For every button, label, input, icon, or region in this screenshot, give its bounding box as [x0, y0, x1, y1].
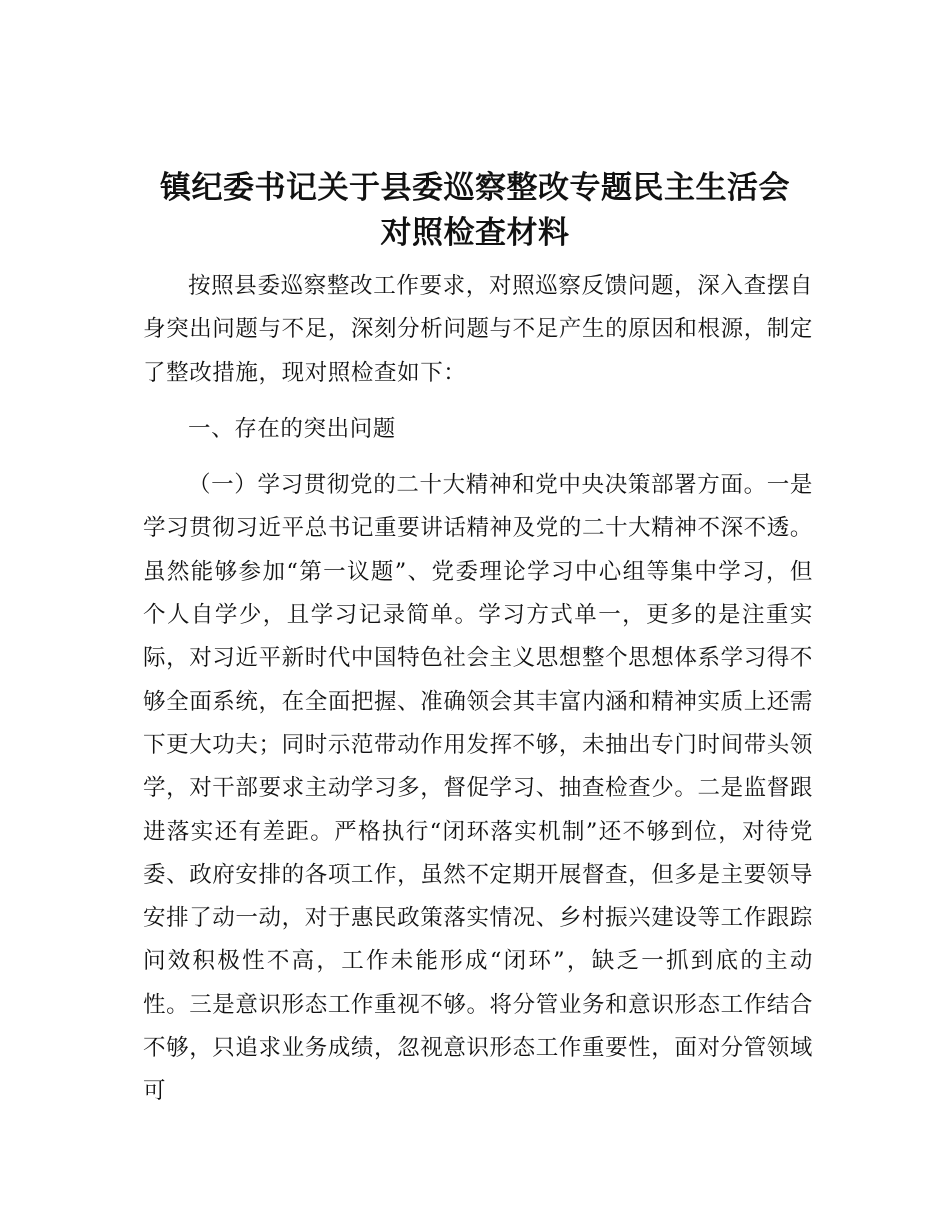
document-body: [143, 265, 813, 1114]
section-paragraph: （一）学习贯彻党的二十大精神和党中央决策部署方面。一是学习贯彻习近平总书记重要讲话精神及党的二十大精神不深不透。虽然能够参加“第一议题”、党委理论学习中心组等集中学习，但个人自学少，且学习记录简单。学习方式单一，更多的是注重实际，对习近平新时代中国特色社会主义思想整个思想体系学习得不够全面系统，在全面把握、准确领会其丰富内涵和精神实质上还需下更大功夫；同时示范带动作用发挥不够，未抽出专门时间带头领学，对干部要求主动学习多，督促学习、抽查检查少。二是监督跟进落实还有差距。严格执行“闭环落实机制”还不够到位，对待党委、政府安排的各项工作，虽然不定期开展督查，但多是主要领导安排了动一动，对于惠民政策落实情况、乡村振兴建设等工作跟踪问效积极性不高，工作未能形成“闭环”，缺乏一抓到底的主动性。三是意识形态工作重视不够。将分管业务和意识形态工作结合不够，只追求业务成绩，忽视意识形态工作重要性，面对分管领域可: [143, 472, 813, 1105]
document-title-line-2: 对照检查材料: [380, 215, 570, 251]
section-heading: 一、存在的突出问题: [188, 415, 396, 442]
intro-paragraph: 按照县委巡察整改工作要求，对照巡察反馈问题，深入查摆自身突出问题与不足，深刻分析问题与不足产生的原因和根源，制定了整改措施，现对照检查如下：: [143, 273, 813, 386]
document-title-line-1: 镇纪委书记关于县委巡察整改专题民主生活会: [160, 170, 790, 206]
